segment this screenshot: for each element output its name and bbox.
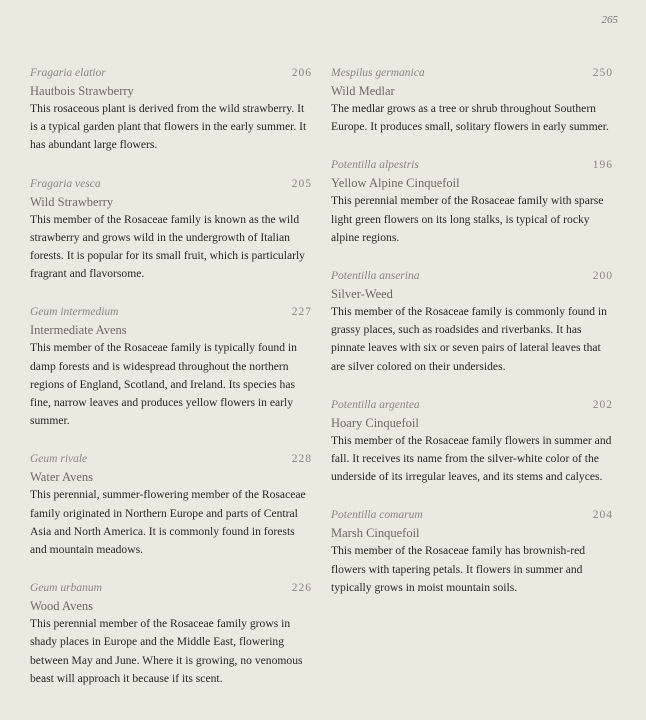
entry-number: 227 <box>291 306 312 319</box>
plant-entry <box>30 450 312 559</box>
common-name: Wood Avens <box>30 599 93 614</box>
common-name: Silver-Weed <box>331 287 393 302</box>
description: This perennial, summer-flowering member of the Rosaceae family originated in Northern Europe and parts of Central Asia and North America. It is commonly found in forests and mountain meadows. <box>30 488 306 557</box>
common-name: Marsh Cinquefoil <box>331 526 420 541</box>
entry-number: 202 <box>592 398 613 411</box>
latin-name: Fragaria elatior <box>30 67 106 79</box>
plant-entry <box>331 267 613 376</box>
entry-number: 226 <box>291 582 312 595</box>
entry-number: 200 <box>592 270 613 283</box>
common-name: Wild Medlar <box>331 84 395 98</box>
common-name: Intermediate Avens <box>30 323 127 338</box>
description: The medlar grows as a tree or shrub throughout Southern Europe. It produces small, solitary flowers in early summer. <box>331 102 609 134</box>
plant-entry <box>331 506 613 597</box>
description: This perennial member of the Rosaceae family with sparse light green flowers on its long stalks, is typical of rocky alpine regions. <box>331 194 604 244</box>
right-column <box>331 64 613 617</box>
description: This member of the Rosaceae family is typically found in damp forests and is widespread throughout the northern regions of England, Scotland, and Ireland. Its species has fine, narrow leaves and produces yellow flowers in early summer. <box>30 341 297 428</box>
latin-name: Potentilla comarum <box>331 509 423 522</box>
description: This member of the Rosaceae family has brownish-red flowers with tapering petals. It flowers in summer and typically grows in moist mountain soils. <box>331 544 586 594</box>
description: This rosaceous plant is derived from the wild strawberry. It is a typical garden plant that flowers in the early summer. It has abundant large flowers. <box>30 102 307 152</box>
description: This member of the Rosaceae family flowers in summer and fall. It receives its name from the silver-white color of the underside of its irregular leaves, and its stems and calyces. <box>331 433 612 484</box>
entry-number: 250 <box>592 67 613 79</box>
common-name: Water Avens <box>30 470 93 485</box>
latin-name: Fragaria vesca <box>30 177 101 190</box>
common-name: Yellow Alpine Cinquefoil <box>331 176 460 191</box>
description: This member of the Rosaceae family is commonly found in grassy places, such as roadsides and riverbanks. It has pinnate leaves with six or seven pairs of lateral leaves that are silver colored on their undersides. <box>331 305 607 373</box>
entry-number: 206 <box>291 67 312 79</box>
plant-entry <box>30 303 312 430</box>
entry-number: 196 <box>592 159 613 172</box>
latin-name: Potentilla argentea <box>331 398 420 411</box>
latin-name: Geum intermedium <box>30 306 119 319</box>
entry-number: 228 <box>291 453 312 466</box>
plant-entry <box>331 64 613 136</box>
latin-name: Geum rivale <box>30 453 88 466</box>
left-column <box>30 64 312 708</box>
plant-entry <box>30 64 312 155</box>
plant-entry <box>30 579 312 688</box>
common-name: Hoary Cinquefoil <box>331 415 419 430</box>
entry-number: 204 <box>592 509 613 522</box>
common-name: Wild Strawberry <box>30 194 114 209</box>
plant-entry <box>30 175 312 284</box>
latin-name: Mespilus germanica <box>331 67 425 79</box>
plant-entry <box>331 156 613 247</box>
latin-name: Geum urbanum <box>30 582 102 595</box>
plant-entry <box>331 396 613 487</box>
description: This perennial member of the Rosaceae family grows in shady places in Europe and the Middle East, flowering between May and June. Where it is growing, no venomous beast will approach it because if its scent. <box>30 617 303 685</box>
latin-name: Potentilla anserina <box>331 270 420 283</box>
latin-name: Potentilla alpestris <box>331 159 419 172</box>
common-name: Hautbois Strawberry <box>30 84 134 98</box>
description: This member of the Rosaceae family is known as the wild strawberry and grows wild in the undergrowth of Italian forests. It is popular for its small fruit, which is particularly fragrant and flavorsome. <box>30 212 305 281</box>
page-number: 265 <box>601 14 618 26</box>
entry-number: 205 <box>291 177 312 190</box>
